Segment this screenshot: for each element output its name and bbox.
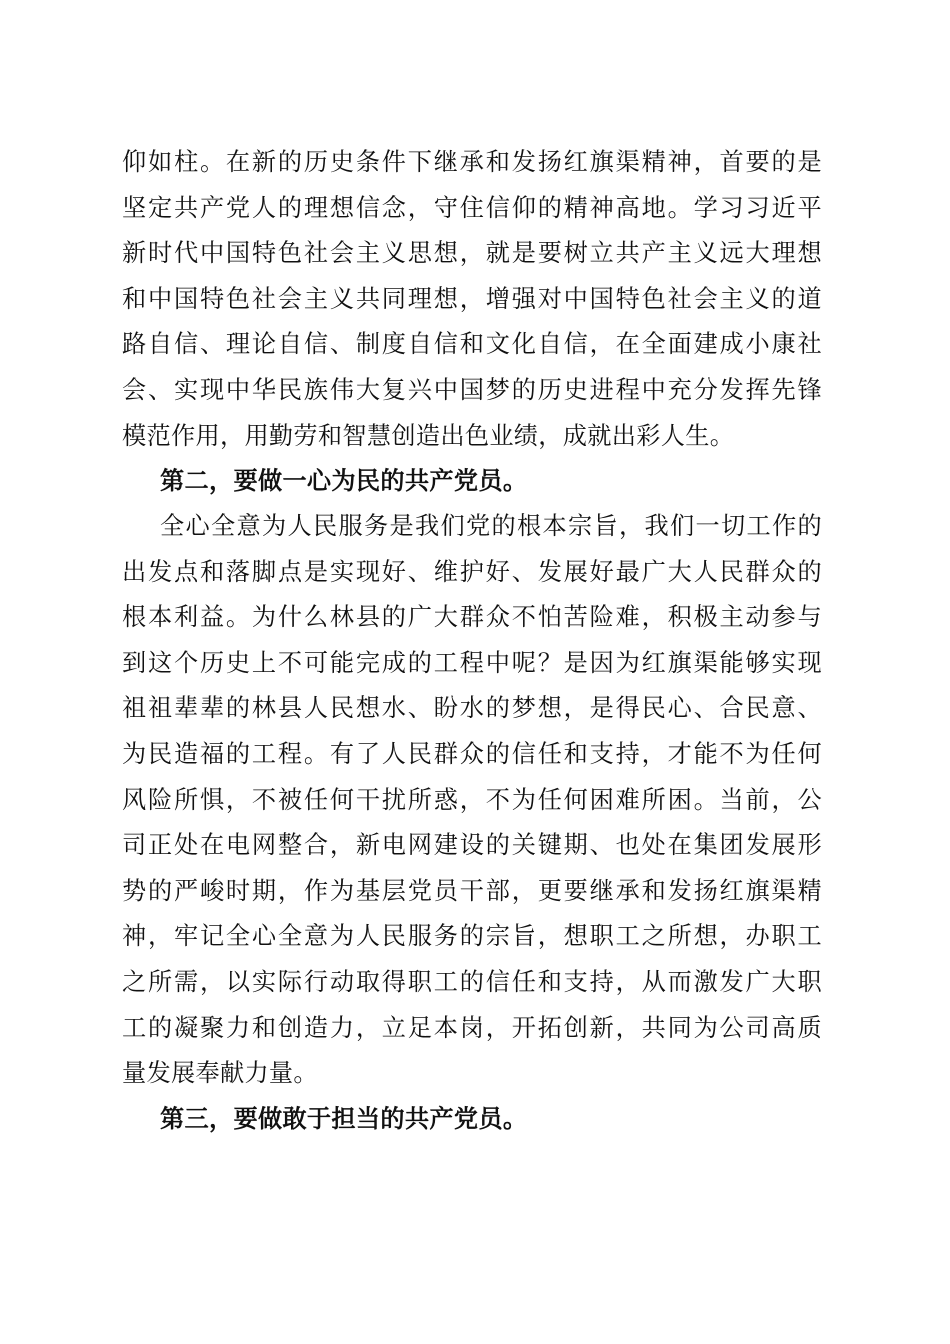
paragraph-line: 新时代中国特色社会主义思想，就是要树立共产主义远大理想: [122, 239, 822, 268]
paragraph-line: 量发展奉献力量。: [122, 1059, 318, 1088]
paragraph-2: [122, 504, 822, 1097]
paragraph-line: 路自信、理论自信、制度自信和文化自信，在全面建成小康社: [122, 330, 822, 359]
paragraph-line: 仰如柱。在新的历史条件下继承和发扬红旗渠精神，首要的是: [122, 148, 822, 176]
paragraph-line: 会、实现中华民族伟大复兴中国梦的历史进程中充分发挥先锋: [122, 375, 822, 404]
paragraph-line: 到这个历史上不可能完成的工程中呢？是因为红旗渠能够实现: [122, 648, 822, 677]
paragraph-line: 祖祖辈辈的林县人民想水、盼水的梦想，是得民心、合民意、: [122, 694, 822, 723]
paragraph-line: 全心全意为人民服务是我们党的根本宗旨，我们一切工作的: [160, 512, 822, 540]
paragraph-line: 工的凝聚力和创造力，立足本岗，开拓创新，共同为公司高质: [122, 1013, 822, 1042]
paragraph-line: 神，牢记全心全意为人民服务的宗旨，想职工之所想，办职工: [122, 922, 822, 951]
paragraph-line: 和中国特色社会主义共同理想，增强对中国特色社会主义的道: [122, 284, 822, 313]
paragraph-line: 风险所惧，不被任何干扰所惑，不为任何困难所困。当前，公: [122, 785, 822, 814]
paragraph-line: 为民造福的工程。有了人民群众的信任和支持，才能不为任何: [122, 739, 822, 768]
paragraph-line: 势的严峻时期，作为基层党员干部，更要继承和发扬红旗渠精: [122, 876, 822, 905]
paragraph-line: 根本利益。为什么林县的广大群众不怕苦险难，积极主动参与: [122, 603, 822, 632]
paragraph-line: 模范作用，用勤劳和智慧创造出色业绩，成就出彩人生。: [122, 421, 735, 450]
paragraph-line: 出发点和落脚点是实现好、维护好、发展好最广大人民群众的: [122, 557, 822, 586]
section-heading-3: 第三，要做敢于担当的共产党员。: [160, 1104, 528, 1133]
paragraph-1: [122, 140, 822, 459]
paragraph-line: 坚定共产党人的理想信念，守住信仰的精神高地。学习习近平: [122, 193, 822, 222]
paragraph-line: 司正处在电网整合，新电网建设的关键期、也处在集团发展形: [122, 831, 822, 860]
paragraph-line: 之所需，以实际行动取得职工的信任和支持，从而激发广大职: [122, 967, 822, 996]
section-heading-2: 第二，要做一心为民的共产党员。: [160, 466, 528, 495]
